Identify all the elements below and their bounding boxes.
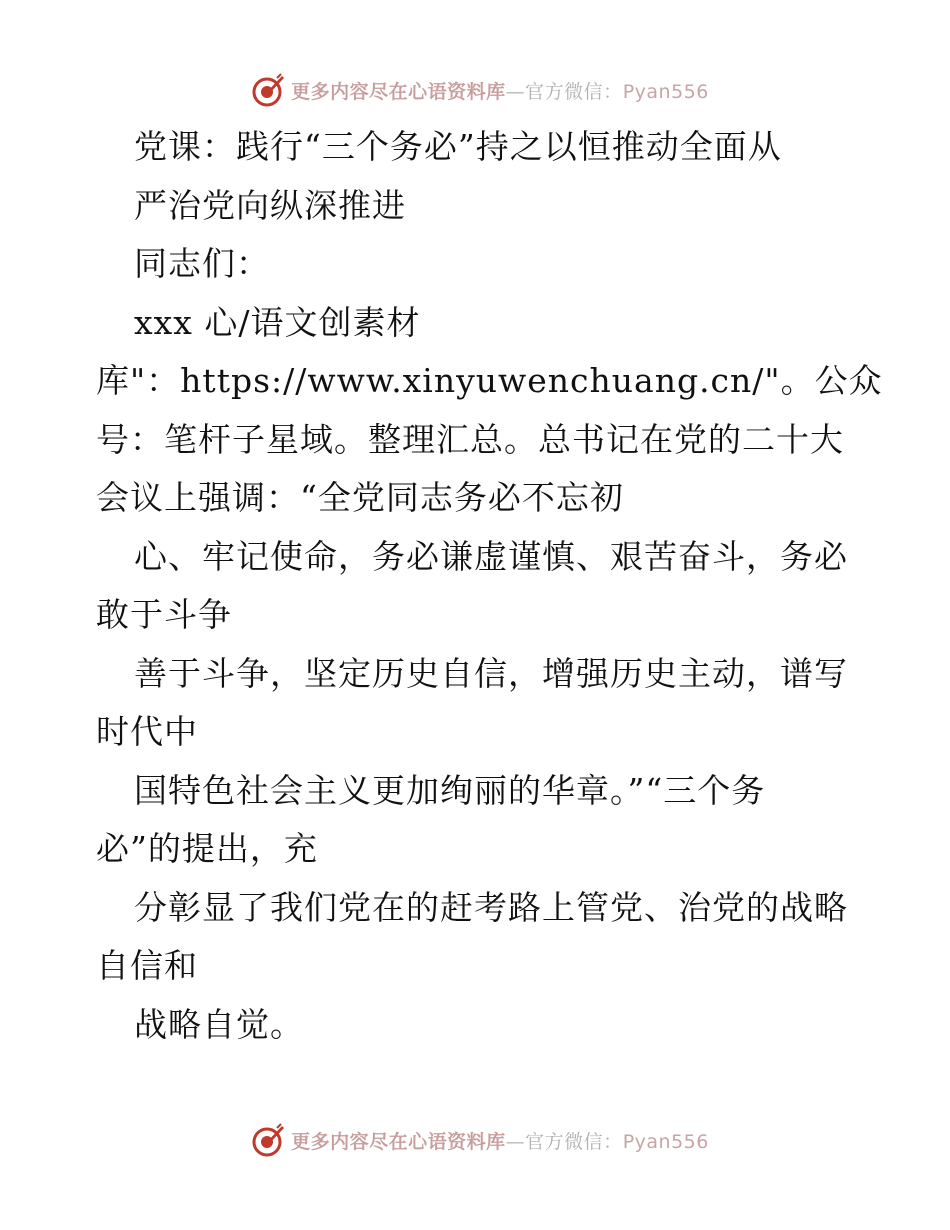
- paragraph-line: 库"：https://www.xinyuwenchuang.cn/"。公众: [96, 361, 883, 400]
- salutation: 同志们：: [134, 244, 270, 283]
- paragraph-line: 分彰显了我们党在的赶考路上管党、治党的战略: [134, 887, 848, 927]
- header-brand-text: 更多内容尽在心语资料库: [291, 80, 506, 103]
- paragraph-line: xxx 心/语文创素材: [134, 302, 421, 342]
- footer-wechat-id: Pyan556: [622, 1130, 709, 1153]
- header-separator: —: [505, 80, 526, 103]
- paragraph-line: 自信和: [96, 946, 198, 985]
- footer-banner-inner: [251, 1122, 709, 1158]
- paragraph-line: 敢于斗争: [96, 595, 232, 634]
- header-banner-text: [291, 77, 709, 104]
- paragraph-line: 国特色社会主义更加绚丽的华章。”“三个务: [134, 770, 766, 810]
- paragraph-line: 号：笔杆子星域。整理汇总。总书记在党的二十大: [96, 419, 844, 459]
- document-body: [96, 118, 883, 1054]
- footer-separator: —: [505, 1130, 526, 1153]
- paragraph-line: 时代中: [96, 712, 198, 751]
- paragraph-line: 必”的提出，充: [96, 829, 318, 868]
- paragraph-line: 心、牢记使命，务必谦虚谨慎、艰苦奋斗，务必: [134, 536, 848, 576]
- quill-logo-icon: [251, 1122, 287, 1158]
- header-banner: [0, 70, 950, 110]
- paragraph-line: 战略自觉。: [134, 1004, 304, 1044]
- header-wechat-label: 官方微信：: [525, 80, 623, 103]
- document-title-line-2: 严治党向纵深推进: [134, 185, 406, 225]
- header-banner-inner: [251, 72, 709, 108]
- footer-wechat-label: 官方微信：: [525, 1130, 623, 1153]
- quill-logo-icon: [251, 72, 287, 108]
- footer-banner-text: [291, 1127, 709, 1154]
- footer-brand-text: 更多内容尽在心语资料库: [291, 1130, 506, 1153]
- header-wechat-id: Pyan556: [622, 80, 709, 103]
- paragraph-line: 善于斗争，坚定历史自信，增强历史主动，谱写: [134, 653, 848, 693]
- footer-banner: [0, 1120, 950, 1160]
- paragraph-line: 会议上强调：“全党同志务必不忘初: [96, 478, 624, 517]
- document-title-line-1: 党课：践行“三个务必”持之以恒推动全面从: [134, 127, 782, 166]
